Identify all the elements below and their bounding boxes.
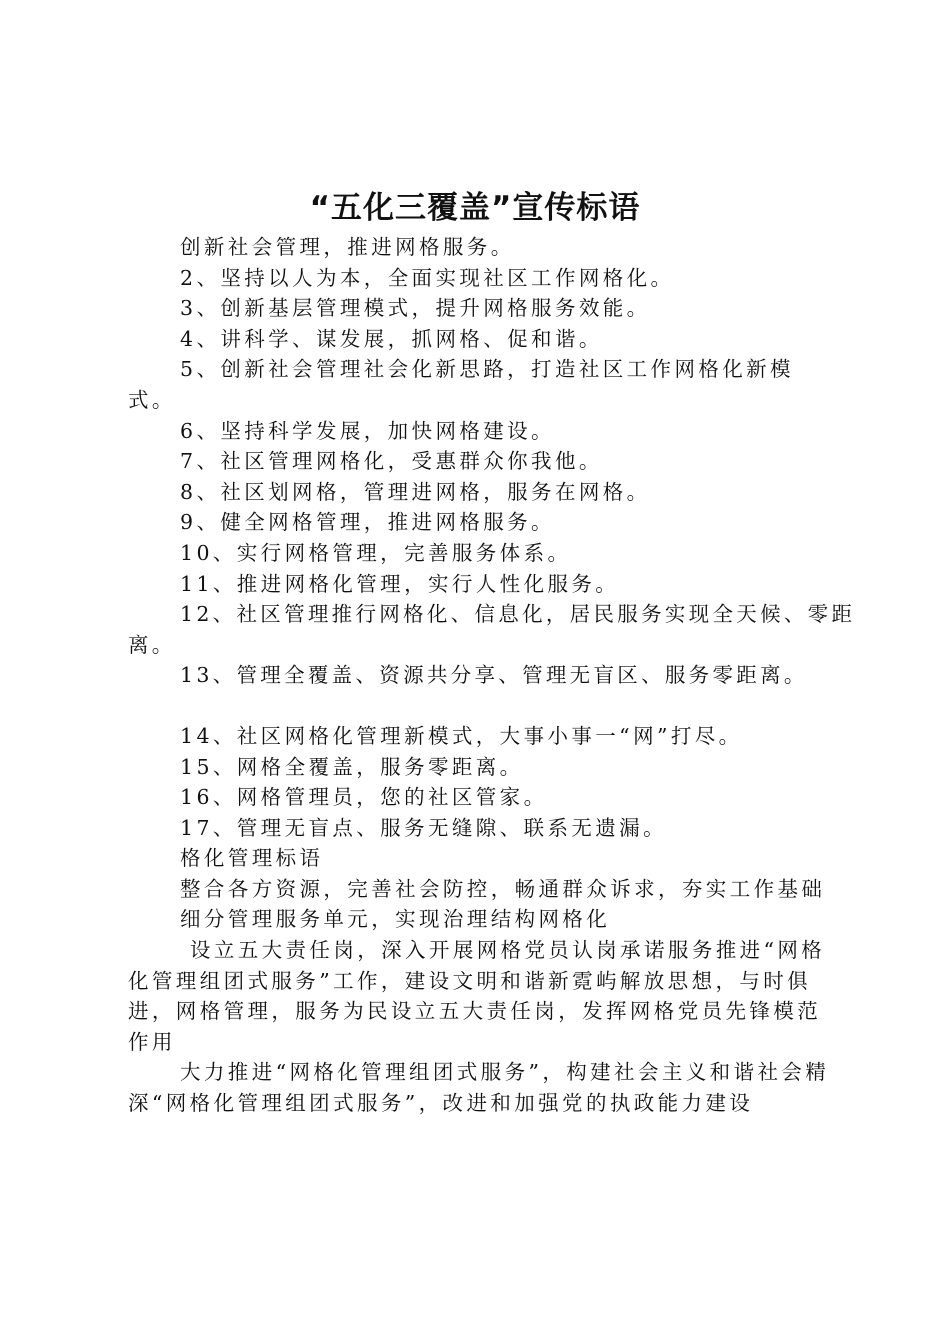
document-title: “五化三覆盖”宣传标语	[309, 190, 641, 226]
slogan-paragraph: 15、网格全覆盖，服务零距离。	[180, 754, 524, 779]
slogan-paragraph: 17、管理无盲点、服务无缝隙、联系无遗漏。	[180, 815, 667, 840]
slogan-paragraph: 9、健全网格管理，推进网格服务。	[180, 510, 555, 535]
slogan-paragraph: 整合各方资源，完善社会防控，畅通群众诉求，夯实工作基础	[180, 876, 826, 901]
section-heading: 格化管理标语	[180, 846, 324, 871]
slogan-paragraph: 8、社区划网格，管理进网格，服务在网格。	[180, 479, 651, 504]
slogan-paragraph: 创新社会管理，推进网格服务。	[180, 235, 515, 259]
slogan-paragraph: 6、坚持科学发展，加快网格建设。	[180, 418, 555, 443]
slogan-paragraph: 16、网格管理员，您的社区管家。	[180, 785, 548, 810]
slogan-paragraph: 4、讲科学、谋发展，抓网格、促和谐。	[180, 326, 603, 351]
document-body	[128, 232, 856, 1119]
slogan-paragraph: 14、社区网格化管理新模式，大事小事一“网”打尽。	[180, 723, 743, 748]
slogan-paragraph: 3、创新基层管理模式，提升网格服务效能。	[180, 296, 651, 321]
slogan-paragraph: 7、社区管理网格化，受惠群众你我他。	[180, 449, 603, 474]
slogan-paragraph: 2、坚持以人为本，全面实现社区工作网格化。	[180, 265, 675, 290]
slogan-paragraph: 11、推进网格化管理，实行人性化服务。	[180, 571, 620, 596]
slogan-paragraph: 13、管理全覆盖、资源共分享、管理无盲区、服务零距离。	[180, 663, 808, 688]
slogan-paragraph: 5、创新社会管理社会化新思路，打造社区工作网格化新模式。	[128, 357, 794, 412]
slogan-paragraph: 10、实行网格管理，完善服务体系。	[180, 540, 572, 565]
slogan-paragraph: 设立五大责任岗，深入开展网格党员认岗承诺服务推进“网格化管理组团式服务”工作，建设文明和谐新霓屿解放思想，与时俱进，网格管理，服务为民设立五大责任岗，发挥网格党员先锋模范作用	[128, 938, 826, 1054]
paragraph-gap	[128, 691, 834, 721]
slogan-paragraph: 大力推进“网格化管理组团式服务”，构建社会主义和谐社会精深“网格化管理组团式服务”，改进和加强党的执政能力建设	[128, 1060, 830, 1116]
slogan-paragraph: 细分管理服务单元，实现治理结构网格化	[180, 907, 611, 932]
slogan-paragraph: 12、社区管理推行网格化、信息化，居民服务实现全天候、零距离。	[128, 602, 856, 657]
